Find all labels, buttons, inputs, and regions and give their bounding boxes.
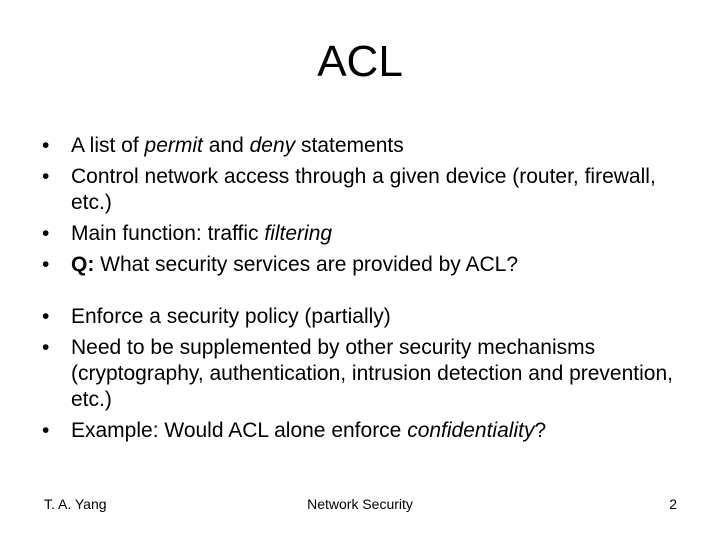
bullet-emphasis: confidentiality: [407, 419, 535, 442]
bullet-text: ?: [534, 419, 547, 442]
bullet-text: Need to be supplemented by other security mechanisms (cryptography, authentication, intrusion detection and prevention, etc.): [71, 336, 673, 411]
bullet-emphasis: deny: [249, 134, 296, 157]
footer-author: T. A. Yang: [44, 496, 107, 512]
bullet-item: [42, 164, 692, 216]
footer-course: Network Security: [307, 496, 413, 512]
bullet-emphasis: filtering: [264, 222, 333, 245]
bullet-item: [42, 252, 692, 278]
question-label: Q:: [71, 253, 95, 276]
bullet-text: A list of: [71, 134, 145, 157]
bullet-text: Example: Would ACL alone enforce: [71, 419, 408, 442]
slide-title: ACL: [317, 37, 403, 86]
bullet-text: Control network access through a given device (router, firewall, etc.): [71, 165, 656, 214]
bullet-list: [42, 133, 692, 449]
page-number: 2: [669, 496, 677, 512]
bullet-text: Enforce a security policy (partially): [71, 305, 391, 328]
bullet-emphasis: permit: [144, 134, 203, 157]
bullet-text: Main function: traffic: [71, 222, 265, 245]
bullet-text: statements: [295, 134, 404, 157]
bullet-text: What security services are provided by ACL?: [94, 253, 519, 276]
bullet-item: [42, 133, 692, 159]
bullet-text: and: [202, 134, 250, 157]
bullet-item: [42, 221, 692, 247]
bullet-item: [42, 304, 692, 330]
bullet-item: [42, 335, 692, 413]
bullet-item: [42, 418, 692, 444]
